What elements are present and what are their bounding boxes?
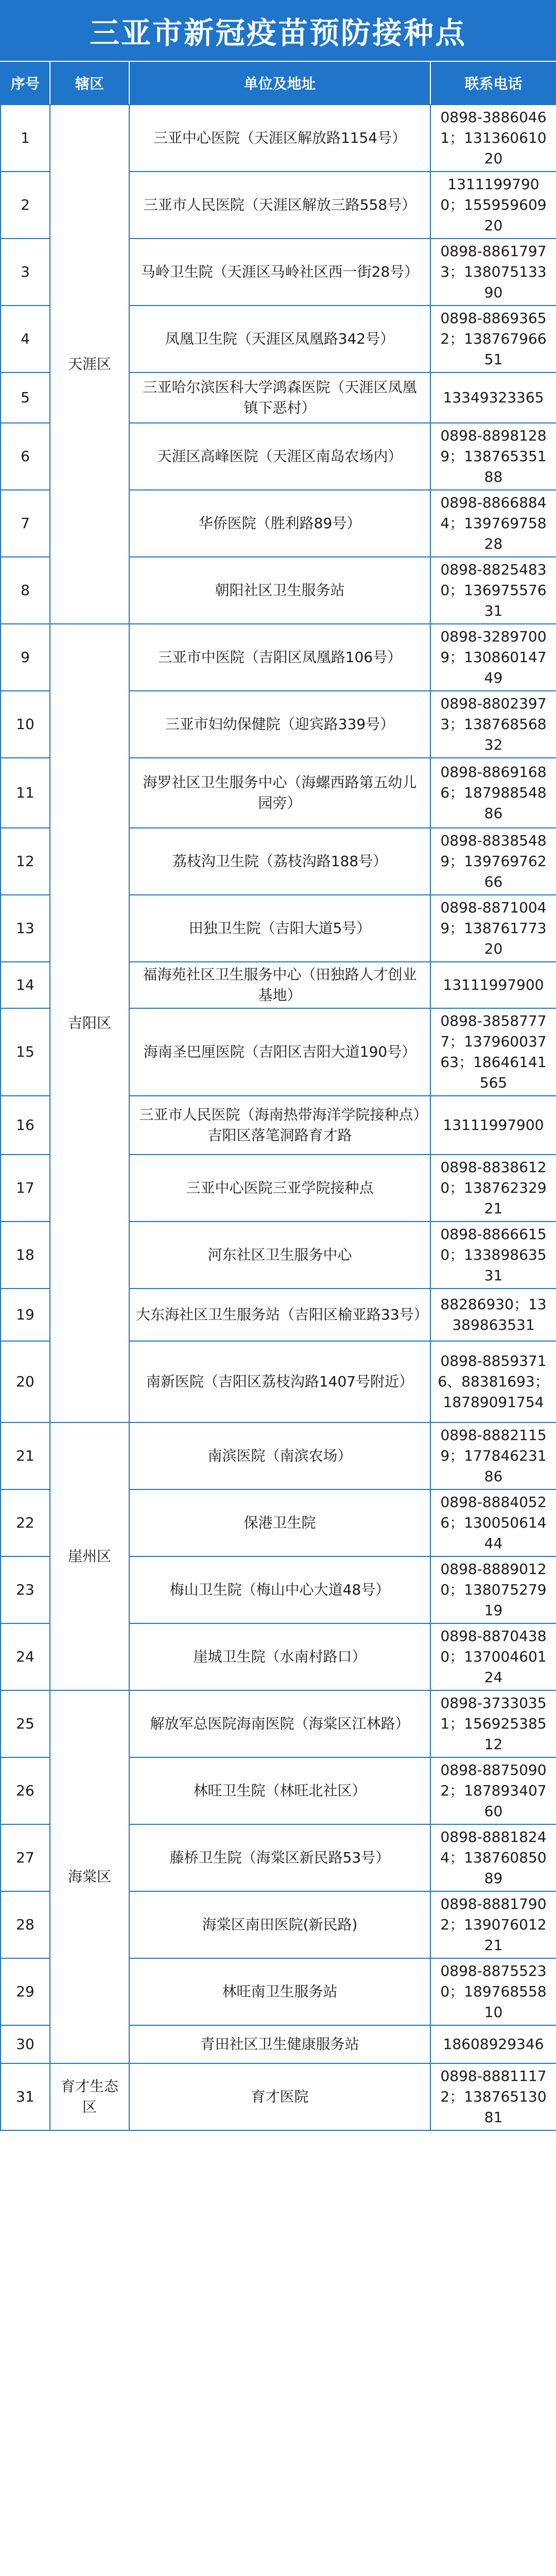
cell-phone: 0898-88693652；13876796651 [430, 306, 556, 372]
cell-phone: 0898-88755230；18976855810 [430, 1958, 556, 2025]
cell-unit-address: 梅山卫生院（梅山中心大道48号） [129, 1556, 430, 1623]
cell-phone: 0898-88254830；13697557631 [430, 557, 556, 624]
cell-unit-address: 天涯区高峰医院（天涯区南岛农场内） [129, 423, 430, 490]
cell-unit-address: 朝阳社区卫生服务站 [129, 557, 430, 624]
cell-unit-address: 河东社区卫生服务中心 [129, 1222, 430, 1289]
cell-unit-address: 崖城卫生院（水南村路口） [129, 1623, 430, 1690]
cell-no: 4 [1, 306, 50, 372]
cell-district: 育才生态区 [50, 2063, 129, 2130]
cell-no: 10 [1, 691, 50, 758]
cell-unit-address: 海罗社区卫生服务中心（海螺西路第五幼儿园旁） [129, 758, 430, 828]
cell-unit-address: 育才医院 [129, 2063, 430, 2130]
cell-unit-address: 海南圣巴厘医院（吉阳区吉阳大道190号） [129, 1008, 430, 1096]
cell-no: 1 [1, 105, 50, 172]
cell-no: 31 [1, 2063, 50, 2130]
table-body [1, 105, 556, 2130]
cell-phone: 0898-88617973；13807513390 [430, 239, 556, 306]
cell-phone: 18608929346 [430, 2025, 556, 2063]
cell-phone: 0898-88818244；13876085089 [430, 1824, 556, 1891]
cell-no: 11 [1, 758, 50, 828]
cell-no: 16 [1, 1096, 50, 1155]
cell-unit-address: 林旺卫生院（林旺北社区） [129, 1757, 430, 1824]
page-title: 三亚市新冠疫苗预防接种点 [0, 0, 556, 61]
cell-unit-address: 海棠区南田医院(新民路) [129, 1891, 430, 1958]
cell-unit-address: 三亚市中医院（吉阳区凤凰路106号） [129, 624, 430, 691]
cell-phone: 0898-88840526；13005061444 [430, 1489, 556, 1556]
cell-no: 13 [1, 895, 50, 962]
cell-no: 30 [1, 2025, 50, 2063]
cell-no: 21 [1, 1422, 50, 1489]
cell-no: 26 [1, 1757, 50, 1824]
cell-unit-address: 保港卫生院 [129, 1489, 430, 1556]
cell-unit-address: 三亚哈尔滨医科大学鸿森医院（天涯区凤凰镇下恶村） [129, 372, 430, 423]
cell-phone: 0898-32897009；13086014749 [430, 624, 556, 691]
table-row [1, 2063, 556, 2130]
table-header-row [1, 61, 556, 105]
cell-no: 18 [1, 1222, 50, 1289]
cell-no: 2 [1, 172, 50, 239]
cell-no: 22 [1, 1489, 50, 1556]
cell-phone: 0898-37330351；15692538512 [430, 1690, 556, 1757]
cell-unit-address: 凤凰卫生院（天涯区凤凰路342号） [129, 306, 430, 372]
cell-unit-address: 林旺南卫生服务站 [129, 1958, 430, 2025]
cell-phone: 0898-88666150；13389863531 [430, 1222, 556, 1289]
cell-no: 8 [1, 557, 50, 624]
cell-unit-address: 青田社区卫生健康服务站 [129, 2025, 430, 2063]
cell-phone: 0898-88817902；13907601221 [430, 1891, 556, 1958]
cell-unit-address: 马岭卫生院（天涯区马岭社区西一街28号） [129, 239, 430, 306]
cell-no: 15 [1, 1008, 50, 1096]
cell-unit-address: 荔枝沟卫生院（荔枝沟路188号） [129, 828, 430, 895]
cell-phone: 88286930；13389863531 [430, 1289, 556, 1341]
cell-unit-address: 三亚市妇幼保健院（迎宾路339号） [129, 691, 430, 758]
header-phone: 联系电话 [430, 61, 556, 105]
cell-no: 17 [1, 1155, 50, 1222]
cell-no: 27 [1, 1824, 50, 1891]
cell-phone: 0898-88386120；13876232921 [430, 1155, 556, 1222]
cell-district: 天涯区 [50, 105, 129, 624]
cell-no: 6 [1, 423, 50, 490]
cell-no: 9 [1, 624, 50, 691]
cell-phone: 0898-88821159；17784623186 [430, 1422, 556, 1489]
cell-no: 14 [1, 962, 50, 1008]
cell-phone: 13111997900；15595960920 [430, 172, 556, 239]
cell-phone: 0898-88750902；18789340760 [430, 1757, 556, 1824]
cell-phone: 0898-88023973；13876856832 [430, 691, 556, 758]
cell-unit-address: 南新医院（吉阳区荔枝沟路1407号附近） [129, 1341, 430, 1422]
cell-phone: 0898-38587777；13796003763；18646141565 [430, 1008, 556, 1096]
cell-no: 19 [1, 1289, 50, 1341]
cell-phone: 0898-88385489；13976976266 [430, 828, 556, 895]
cell-district: 吉阳区 [50, 624, 129, 1422]
cell-unit-address: 南滨医院（南滨农场） [129, 1422, 430, 1489]
table-row [1, 624, 556, 691]
cell-unit-address: 解放军总医院海南医院（海棠区江林路） [129, 1690, 430, 1757]
cell-district: 崖州区 [50, 1422, 129, 1690]
cell-unit-address: 三亚中心医院（天涯区解放路1154号） [129, 105, 430, 172]
vaccination-sites-table [0, 61, 556, 2131]
cell-no: 24 [1, 1623, 50, 1690]
cell-unit-address: 三亚市人民医院（海南热带海洋学院接种点）吉阳区落笔洞路育才路 [129, 1096, 430, 1155]
cell-district: 海棠区 [50, 1690, 129, 2063]
cell-unit-address: 田独卫生院（吉阳大道5号） [129, 895, 430, 962]
cell-no: 3 [1, 239, 50, 306]
cell-phone: 13111997900 [430, 1096, 556, 1155]
cell-no: 5 [1, 372, 50, 423]
cell-no: 7 [1, 490, 50, 557]
cell-no: 12 [1, 828, 50, 895]
cell-phone: 0898-88691686；18798854886 [430, 758, 556, 828]
cell-unit-address: 大东海社区卫生服务站（吉阳区榆亚路33号） [129, 1289, 430, 1341]
cell-no: 20 [1, 1341, 50, 1422]
cell-phone: 0898-88593716、88381693；18789091754 [430, 1341, 556, 1422]
cell-no: 23 [1, 1556, 50, 1623]
cell-unit-address: 三亚中心医院三亚学院接种点 [129, 1155, 430, 1222]
header-unit: 单位及地址 [129, 61, 430, 105]
cell-unit-address: 华侨医院（胜利路89号） [129, 490, 430, 557]
cell-no: 29 [1, 1958, 50, 2025]
table-row [1, 1690, 556, 1757]
cell-phone: 0898-88890120；13807527919 [430, 1556, 556, 1623]
header-district: 辖区 [50, 61, 129, 105]
cell-unit-address: 藤桥卫生院（海棠区新民路53号） [129, 1824, 430, 1891]
cell-phone: 0898-88811172；13876513081 [430, 2063, 556, 2130]
cell-phone: 0898-88668844；13976975828 [430, 490, 556, 557]
cell-phone: 13349323365 [430, 372, 556, 423]
header-no: 序号 [1, 61, 50, 105]
cell-unit-address: 福海苑社区卫生服务中心（田独路人才创业基地） [129, 962, 430, 1008]
cell-no: 28 [1, 1891, 50, 1958]
cell-unit-address: 三亚市人民医院（天涯区解放三路558号） [129, 172, 430, 239]
cell-phone: 0898-88710049；13876177320 [430, 895, 556, 962]
cell-no: 25 [1, 1690, 50, 1757]
cell-phone: 13111997900 [430, 962, 556, 1008]
table-row [1, 1422, 556, 1489]
cell-phone: 0898-38860461；13136061020 [430, 105, 556, 172]
table-row [1, 105, 556, 172]
cell-phone: 0898-88981289；13876535188 [430, 423, 556, 490]
cell-phone: 0898-88704380；13700460124 [430, 1623, 556, 1690]
